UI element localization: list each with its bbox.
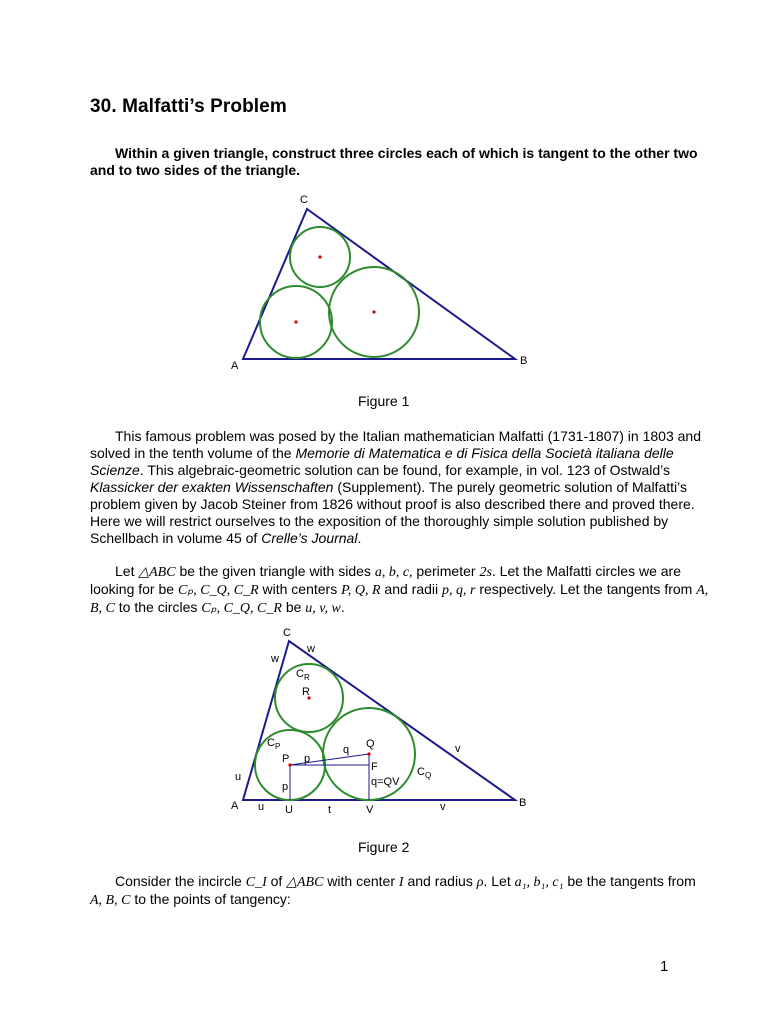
text-run: to the circles: [114, 599, 202, 615]
center-dot: [318, 255, 321, 258]
label-b: B: [519, 797, 527, 809]
label-p: P: [282, 753, 290, 765]
incircle-paragraph: [90, 873, 710, 909]
setup-paragraph: [90, 563, 710, 617]
label-q: Q: [366, 738, 375, 750]
label-u: u: [235, 771, 242, 783]
vertex-label-a: A: [231, 360, 239, 372]
text-run: . Let the Malfatti circles we are looking for be: [90, 563, 681, 597]
math-inline: A, B, C: [90, 583, 709, 616]
label-v-point: V: [366, 804, 374, 816]
label-cq-base: C: [417, 766, 425, 778]
label-p-radius: p: [304, 753, 311, 765]
label-u: u: [258, 801, 265, 813]
label-cr: [296, 668, 310, 682]
text-run: .: [357, 530, 362, 546]
label-t: t: [328, 804, 332, 816]
math-inline: △ABC: [138, 565, 176, 580]
math-inline: Cₚ, C_Q, C_R: [201, 601, 282, 616]
text-run: to the points of tangency:: [130, 891, 291, 907]
label-cp: [267, 737, 280, 751]
figure-1-caption: Figure 1: [358, 393, 410, 409]
math-inline: u, v, w: [305, 601, 341, 616]
vertex-label-b: B: [520, 355, 528, 367]
label-c: C: [283, 627, 291, 639]
math-inline: ρ: [476, 875, 484, 890]
vertex-label-c: C: [300, 194, 308, 206]
math-inline: △ABC: [286, 875, 324, 890]
math-inline: C_I: [245, 875, 267, 890]
text-run: Let: [115, 563, 139, 579]
math-inline: P, Q, R: [341, 583, 381, 598]
text-run: of: [266, 873, 287, 889]
text-run: be the given triangle with sides: [175, 563, 375, 579]
label-q-equals-qv: q=QV: [371, 776, 400, 788]
label-cq: [417, 766, 431, 780]
label-r: R: [302, 686, 310, 698]
italic-title: Klassicker der exakten Wissenschaften: [90, 479, 334, 495]
label-cr-sub: R: [303, 673, 310, 682]
figure-1: [0, 0, 768, 400]
label-v: v: [440, 801, 446, 813]
label-p-segment: p: [282, 781, 289, 793]
math-inline: I: [398, 875, 404, 890]
math-inline: A, B, C: [90, 893, 131, 908]
center-dot: [294, 320, 297, 323]
text-run: with centers: [258, 581, 342, 597]
center-dot-q: [367, 752, 370, 755]
text-run: Consider the incircle: [115, 873, 246, 889]
label-a: A: [231, 800, 239, 812]
problem-text: Within a given triangle, construct three circles each of which is tangent to the other two and to two sides of the triangle.: [90, 145, 698, 178]
label-cr-base: C: [296, 668, 304, 680]
label-w: w: [307, 643, 315, 655]
label-f: F: [371, 761, 378, 773]
math-inline: 2s: [479, 565, 492, 580]
text-run: be: [281, 599, 306, 615]
label-cp-base: C: [267, 737, 275, 749]
text-run: . Let: [483, 873, 515, 889]
text-run: with center: [323, 873, 399, 889]
page-title: 30. Malfatti’s Problem: [90, 96, 287, 117]
label-u-point: U: [285, 804, 293, 816]
math-inline: p, q, r: [442, 583, 476, 598]
math-inline: Cₚ, C_Q, C_R: [177, 583, 259, 598]
text-run: be the tangents from: [563, 873, 696, 889]
text-run: respectively. Let the tangents from: [475, 581, 697, 597]
label-q-radius: q: [343, 744, 350, 756]
math-inline: a₁, b₁, c₁: [514, 875, 564, 890]
text-run: This famous problem was posed by the Italian mathematician Malfatti (1731-1807) in 1803 and solved in the tenth volume of the: [90, 428, 701, 461]
math-inline: a, b, c,: [374, 565, 413, 580]
text-run: and radii: [380, 581, 443, 597]
center-dot: [372, 310, 375, 313]
text-run: perimeter: [412, 563, 480, 579]
label-cq-sub: Q: [424, 771, 432, 780]
text-run: and radius: [403, 873, 477, 889]
figure-2: [0, 620, 768, 830]
segment-pq: [290, 754, 369, 765]
page-number: 1: [660, 958, 669, 975]
italic-title: Memorie di Matematica e di Fisica della Società italiana delle Scienze: [90, 445, 674, 478]
text-run: .: [340, 599, 345, 615]
label-cp-sub: P: [274, 742, 281, 751]
triangle-abc: [243, 209, 515, 359]
label-v: v: [455, 743, 461, 755]
italic-title: Crelle’s Journal: [261, 530, 358, 546]
text-run: (Supplement). The purely geometric solution of Malfatti’s problem given by Jacob Steiner from 1826 without proof is also described there and proved there. Here we will restrict ourselves to the exposition of the thoroughly simple solution published by Schellbach in volume 45 of: [90, 479, 695, 546]
label-w: w: [271, 653, 279, 665]
intro-paragraph: [90, 428, 710, 547]
figure-2-caption: Figure 2: [358, 839, 410, 855]
text-run: . This algebraic-geometric solution can be found, for example, in vol. 123 of Ostwald’s: [139, 462, 671, 478]
